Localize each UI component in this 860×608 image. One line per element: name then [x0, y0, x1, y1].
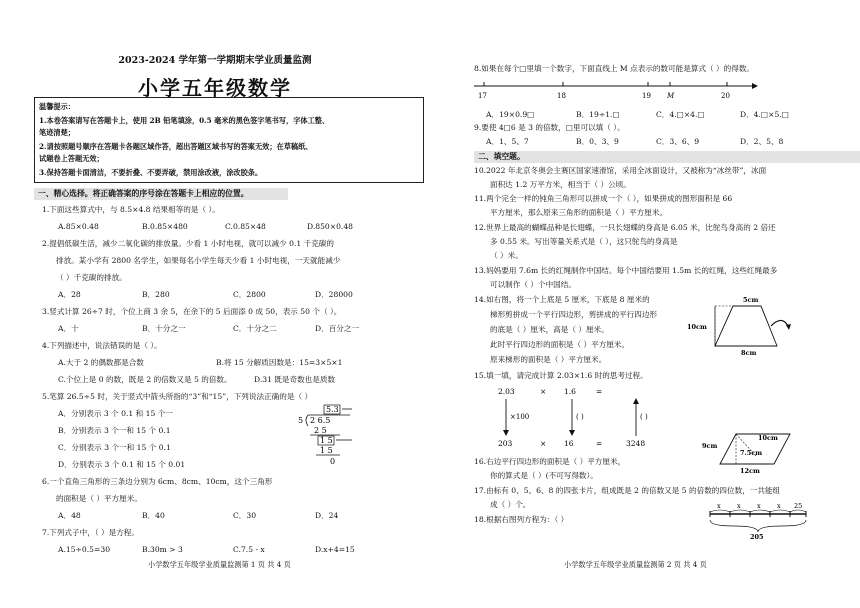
option: C．十分之二 — [233, 324, 277, 333]
dimension-label: 5cm — [743, 296, 759, 304]
question-1: 1.下面这些算式中，与 8.5×4.8 结果相等的是（ ）。 — [42, 205, 220, 214]
arrow-icon — [633, 398, 639, 404]
subject-title: 小学五年级数学 — [138, 76, 292, 100]
question-2: 2.提倡低碳生活，减少二氧化碳的排放量。少看 1 小时电视，就可以减少 0.1 千克碳的 — [42, 239, 334, 248]
option: A.大于 2 的偶数都是合数 — [58, 358, 144, 367]
option: B．分别表示 3 个一和 15 个 0.1 — [58, 426, 171, 435]
question-6: 6.一个直角三角形的三条边分别为 6cm、8cm、10cm，这个三角形 — [42, 477, 273, 486]
point-label: M — [667, 92, 675, 100]
segment-label: x — [737, 502, 741, 510]
step-label: ×100 — [510, 413, 530, 421]
question-5: 5.笔算 26.5÷5 时，关于竖式中箭头所指的“3”和“15”，下列说法正确的是（ ） — [42, 392, 313, 401]
parallelogram-figure — [698, 428, 798, 476]
trapezoid-figure — [685, 294, 805, 358]
segment-label: x — [757, 502, 761, 510]
product-step: 3248 — [626, 439, 646, 448]
question-text: 原来梯形的面积是（ ）平方厘米。 — [490, 355, 607, 364]
question-14: 14.如右图，将一个上底是 5 厘米，下底是 8 厘米的 — [474, 295, 650, 304]
option: D．2、5、8 — [740, 137, 784, 146]
blank: ( ) — [640, 413, 648, 421]
question-text: 你的算式是（ ）(不可写得数）。 — [490, 471, 598, 480]
question-text: 的面积是（ ）平方厘米。 — [56, 494, 142, 503]
option: A．十 — [58, 324, 79, 333]
option: C.个位上是 0 的数，既是 2 的倍数又是 5 的倍数。 — [58, 375, 232, 384]
segment-bar-figure — [706, 500, 816, 540]
option: A.85×0.48 — [58, 222, 99, 231]
notice-line: 试题卷上答题无效； — [39, 154, 104, 163]
option: D．28000 — [315, 290, 353, 299]
option: C．分别表示 3 个一和 15 个 0.1 — [58, 443, 171, 452]
rotate-arrow-icon — [771, 320, 789, 328]
notice-line: 2.请按照题号顺序在答题卡各题区域作答，超出答题区域书写的答案无效；在草稿纸、 — [39, 142, 313, 151]
division-step: 0 — [330, 457, 336, 466]
tick-label: 20 — [721, 92, 730, 100]
option: B.30m > 3 — [142, 545, 183, 554]
option: B．280 — [142, 290, 170, 299]
question-text: （ ）米。 — [490, 251, 523, 260]
question-3: 3.竖式计算 26÷7 时，个位上商 3 余 5，在余下的 5 后面添 0 成 50，表示 50 个（ ）。 — [42, 307, 342, 316]
operator: = — [596, 387, 603, 396]
option: C．2800 — [233, 290, 266, 299]
segment-label: x — [717, 502, 721, 510]
tick-label: 19 — [642, 92, 651, 100]
section-heading-choice: 一、精心选择。将正确答案的序号涂在答题卡上相应的位置。 — [34, 188, 288, 200]
long-division-figure — [290, 402, 360, 472]
question-10: 10.2022 年北京冬奥会主赛区国家速滑馆，采用全冰面设计，又被称为“冰丝带”，冰面 — [474, 166, 767, 175]
option: B．19÷1.□ — [576, 110, 620, 119]
question-text: 梯形剪拼成一个平行四边形，剪拼成的平行四边形 — [490, 310, 658, 319]
notice-line: 1.本卷答案请写在答题卡上，使用 2B 铅笔填涂，0.5 毫米的黑色签字笔书写，字体工整、 — [39, 116, 330, 125]
division-quotient: 5.3 — [326, 405, 339, 414]
multiplication-thinking-diagram — [490, 384, 690, 452]
operator: = — [596, 439, 603, 448]
option: A．19×0.9□ — [486, 110, 535, 119]
tick-label: 18 — [557, 92, 566, 100]
total-label: 205 — [750, 533, 764, 540]
option: C.7.5 - x — [233, 545, 265, 554]
division-divisor: 5 — [298, 416, 304, 425]
tick-label: 17 — [478, 92, 487, 100]
segment-label: x — [777, 502, 781, 510]
dimension-label: 7.5cm — [740, 449, 763, 457]
option: B．0、3、9 — [576, 137, 619, 146]
operator: × — [540, 387, 547, 396]
dimension-label: 10cm — [758, 434, 778, 442]
option: D．百分之一 — [315, 324, 360, 333]
question-18: 18.根据右图列方程为：（ ） — [474, 515, 569, 524]
division-dividend: 2 6.5 — [310, 416, 331, 425]
option: D．分别表示 3 个 0.1 和 15 个 0.01 — [58, 460, 186, 469]
question-9: 9.要使 4□6 是 3 的倍数，□里可以填（ ）。 — [474, 123, 625, 132]
question-13: 13.妈妈要用 7.6m 长的红绳制作中国结。每个中国结要用 1.5m 长的红绳，这些红绳最多 — [474, 266, 778, 275]
arrow-icon — [503, 430, 509, 436]
question-7: 7.下列式子中，（ ）是方程。 — [42, 528, 139, 537]
product-step: 16 — [564, 439, 574, 448]
notice-line: 3.保持答题卡面清洁，不要折叠、不要弄破，禁用涂改液，涂改胶条。 — [39, 168, 263, 177]
option: A．分别表示 3 个 0.1 和 15 个一 — [58, 409, 173, 418]
question-text: 此时平行四边形的面积是（ ）平方厘米。 — [490, 340, 630, 349]
option: B．十分之一 — [142, 324, 186, 333]
question-text: 可以制作（ ）个中国结。 — [490, 280, 576, 289]
product-step: 203 — [498, 439, 513, 448]
question-11: 11.两个完全一样的钝角三角形可以拼成一个（ ），如果拼成的图形面积是 66 — [474, 194, 733, 203]
option: C．3、6、9 — [656, 137, 700, 146]
factor: 1.6 — [564, 387, 576, 396]
question-text: 多 0.55 米。写出等量关系式是（ ），这只鸵鸟的身高是 — [490, 237, 678, 246]
question-16: 16.右边平行四边形的面积是（ ）平方厘米， — [474, 457, 626, 466]
question-4: 4.下列描述中，说法错误的是（ ）。 — [42, 341, 162, 350]
option: B．40 — [142, 511, 165, 520]
section-heading-fill: 二、填空题。 — [474, 151, 860, 163]
option: A．1、5、7 — [486, 137, 529, 146]
option: A．28 — [58, 290, 81, 299]
page-footer: 小学数学五年级学业质量监测第 1 页 共 4 页 — [148, 560, 291, 569]
page-2 — [430, 0, 860, 608]
blank: ( ) — [576, 413, 584, 421]
page-footer: 小学数学五年级学业质量监测第 2 页 共 4 页 — [564, 560, 707, 569]
division-step: 1 5 — [320, 446, 333, 455]
dimension-label: 9cm — [702, 442, 718, 450]
option: D.31 既是奇数也是质数 — [254, 375, 336, 384]
dimension-label: 12cm — [740, 467, 760, 475]
segment-label: 25 — [794, 502, 803, 510]
question-text: （ ）千克碳的排放。 — [56, 273, 127, 282]
option: A.15÷0.5=30 — [58, 545, 111, 554]
option: D.x+4=15 — [315, 545, 355, 554]
question-17: 17.由标有 0、5、6、8 的四张卡片，组成既是 2 的倍数又是 5 的倍数的四位数，一共能组 — [474, 486, 781, 495]
question-12: 12.世界上最高的蝴蝶品种是长翅蝶，一只长翅蝶的身高是 6.05 米，比鸵鸟身高的 2 倍还 — [474, 223, 776, 232]
notice-box — [34, 97, 424, 183]
question-15: 15.填一填，请完成计算 2.03×1.6 时的思考过程。 — [474, 371, 648, 380]
arrow-icon — [569, 430, 575, 436]
dimension-label: 8cm — [741, 349, 757, 357]
question-text: 的底是（ ）厘米，高是（ ）厘米。 — [490, 325, 609, 334]
operator: × — [540, 439, 547, 448]
notice-line: 笔迹清楚； — [39, 128, 75, 137]
division-step: 1 5 — [320, 436, 333, 445]
number-line — [474, 78, 764, 104]
question-text: 成（ ）个。 — [490, 500, 531, 509]
option: D．4.□×5.□ — [740, 110, 789, 119]
question-text: 面积达 1.2 万平方米，相当于（ ）公顷。 — [490, 180, 631, 189]
exam-title: 2023-2024 学年第一学期期末学业质量监测 — [118, 55, 312, 66]
question-text: 平方厘米，那么原来三角形的面积是（ ）平方厘米。 — [490, 208, 668, 217]
option: D．24 — [315, 511, 339, 520]
option: D.850×0.48 — [307, 222, 353, 231]
option: C.0.85×48 — [225, 222, 266, 231]
division-step: 2 5 — [314, 426, 327, 435]
arrow-icon — [752, 83, 758, 89]
option: B.将 15 分解质因数是：15=3×5×1 — [216, 358, 343, 367]
factor: 2.03 — [498, 387, 515, 396]
dimension-label: 10cm — [687, 323, 707, 331]
question-text: 排放。某小学有 2800 名学生，如果每名小学生每天少看 1 小时电视，一天就能减少 — [56, 256, 341, 265]
option: C．4.□×4.□ — [656, 110, 705, 119]
option: C．30 — [233, 511, 257, 520]
notice-heading: 温馨提示： — [39, 102, 75, 111]
option: A．48 — [58, 511, 81, 520]
option: B.0.85×480 — [142, 222, 188, 231]
question-8: 8.如果在每个□里填一个数字，下面直线上 M 点表示的数可能是算式（ ）的得数。 — [474, 64, 755, 73]
